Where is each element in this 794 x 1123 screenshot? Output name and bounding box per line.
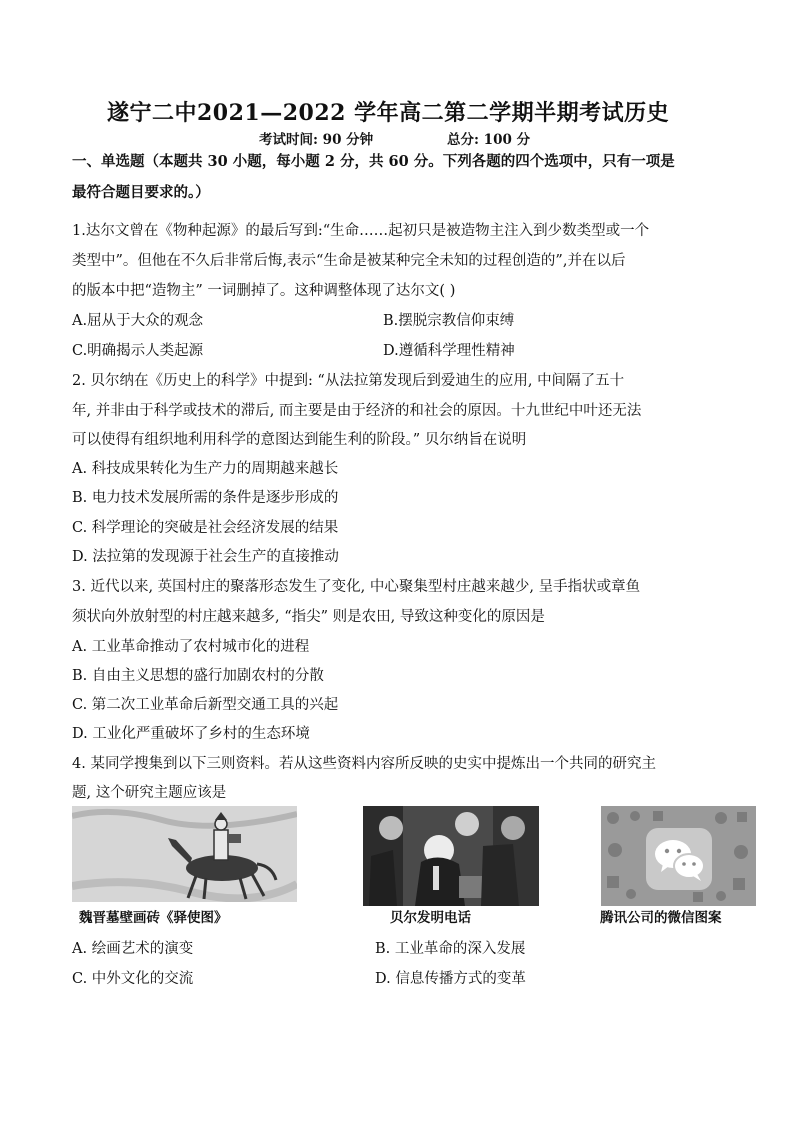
- q1-option-d: D.遵循科学理性精神: [383, 343, 515, 359]
- q2-stem-line: 年, 并非由于科学或技术的滞后, 而主要是由于经济的和社会的原因。十九世纪中叶还无法: [72, 403, 642, 419]
- q2-stem-line: 2. 贝尔纳在《历史上的科学》中提到: “从法拉第发现后到爱迪生的应用, 中间隔了五十: [72, 373, 625, 389]
- exam-time: 考试时间: 90 分钟: [259, 132, 374, 148]
- q3-option-c: C. 第二次工业革命后新型交通工具的兴起: [72, 697, 339, 713]
- caption-wechat: 腾讯公司的微信图案: [600, 910, 722, 926]
- q2-option-d: D. 法拉第的发现源于社会生产的直接推动: [72, 549, 339, 565]
- q4-option-c: C. 中外文化的交流: [72, 971, 194, 987]
- q1-option-b: B.摆脱宗教信仰束缚: [383, 313, 515, 329]
- q2-option-a: A. 科技成果转化为生产力的周期越来越长: [72, 461, 339, 477]
- q3-option-d: D. 工业化严重破坏了乡村的生态环境: [72, 726, 310, 742]
- q3-option-b: B. 自由主义思想的盛行加剧农村的分散: [72, 668, 324, 684]
- q1-option-a: A.屈从于大众的观念: [72, 313, 204, 329]
- q1-stem-line: 的版本中把“造物主” 一词删掉了。这种调整体现了达尔文( ): [72, 283, 456, 299]
- q1-option-c: C.明确揭示人类起源: [72, 343, 204, 359]
- total-score: 总分: 100 分: [447, 132, 531, 148]
- exam-title: 遂宁二中2021—2022 学年高二第二学期半期考试历史: [107, 100, 670, 126]
- q4-option-b: B. 工业革命的深入发展: [375, 941, 526, 957]
- caption-mural: 魏晋墓壁画砖《驿使图》: [79, 910, 228, 926]
- q2-option-b: B. 电力技术发展所需的条件是逐步形成的: [72, 490, 339, 506]
- q4-stem-line: 题, 这个研究主题应该是: [72, 785, 227, 801]
- q3-stem-line: 3. 近代以来, 英国村庄的聚落形态发生了变化, 中心聚集型村庄越来越少, 呈手指状或章鱼: [72, 579, 641, 595]
- q1-stem-line: 1.达尔文曾在《物种起源》的最后写到:“生命……起初只是被造物主注入到少数类型或一个: [72, 223, 650, 239]
- q4-stem-line: 4. 某同学搜集到以下三则资料。若从这些资料内容所反映的史实中提炼出一个共同的研究主: [72, 756, 656, 772]
- q3-option-a: A. 工业革命推动了农村城市化的进程: [72, 639, 310, 655]
- q1-stem-line: 类型中”。但他在不久后非常后悔,表示“生命是被某种完全未知的过程创造的”,并在以后: [72, 253, 626, 269]
- q2-option-c: C. 科学理论的突破是社会经济发展的结果: [72, 520, 339, 536]
- section-heading-line1: 一、单选题（本题共 30 小题，每小题 2 分，共 60 分。下列各题的四个选项中，只有一项是: [72, 153, 675, 170]
- q3-stem-line: 须状向外放射型的村庄越来越多, “指尖” 则是农田, 导致这种变化的原因是: [72, 609, 545, 625]
- q4-option-a: A. 绘画艺术的演变: [72, 941, 194, 957]
- q4-option-d: D. 信息传播方式的变革: [375, 971, 526, 987]
- wechat-logo-image: [601, 806, 756, 906]
- caption-telephone: 贝尔发明电话: [390, 910, 471, 926]
- q2-stem-line: 可以使得有组织地利用科学的意图达到能生利的阶段。” 贝尔纳旨在说明: [72, 432, 527, 448]
- mural-brick-image: [72, 806, 297, 902]
- section-heading-line2: 最符合题目要求的。）: [72, 184, 210, 201]
- bell-telephone-photo: [363, 806, 539, 906]
